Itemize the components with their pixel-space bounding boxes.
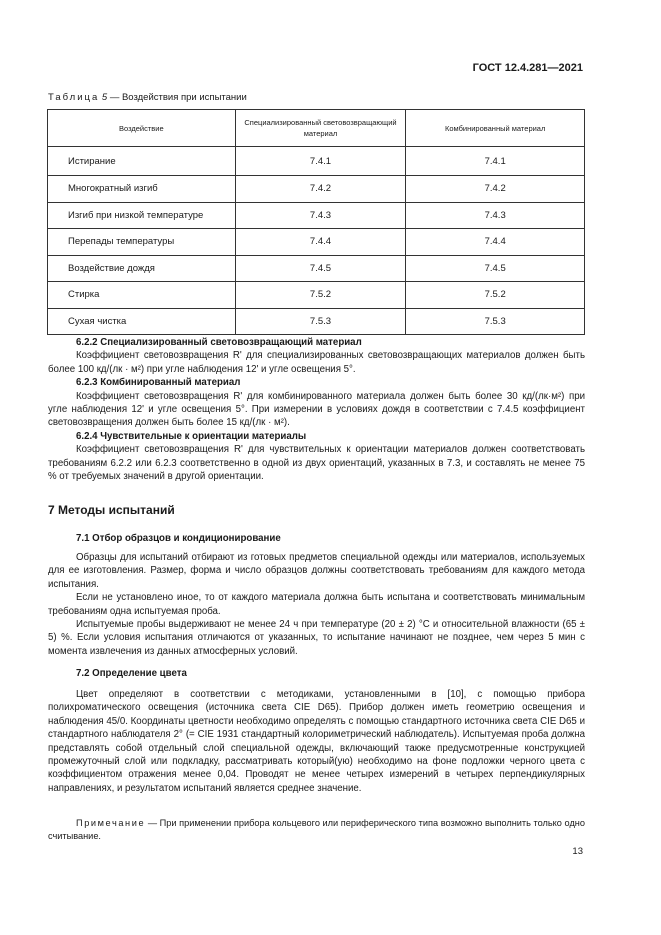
table-cell: 7.4.2 bbox=[235, 176, 406, 203]
heading-6-2-2: 6.2.2 Специализированный световозвращающий материал bbox=[76, 337, 362, 348]
paragraph-6-2-2: Коэффициент световозвращения R' для специализированных световозвращающих материалов должен быть более 100 кд/(лк · м²) при угле наблюдения 12' и угле освещения 5°. bbox=[48, 350, 585, 375]
document-code: ГОСТ 12.4.281—2021 bbox=[472, 62, 583, 74]
table-row bbox=[48, 308, 585, 335]
page-number: 13 bbox=[572, 846, 583, 857]
paragraph-7-1-2: Если не установлено иное, то от каждого материала должна быть испытана и соответствовать минимальным требованиям одна испытуемая проба. bbox=[48, 592, 585, 617]
table-cell: 7.5.2 bbox=[235, 282, 406, 309]
table-cell: 7.4.4 bbox=[406, 229, 585, 256]
paragraph-7-1-3: Испытуемые пробы выдерживают не менее 24 ч при температуре (20 ± 2) °С и относительной влажности (65 ± 5) %. Если условия испытания отличаются от указанных, то испытание начинают не позднее, чем через 5 мин с момента извлечения из данных атмосферных условий. bbox=[48, 619, 585, 657]
table-cell: 7.4.3 bbox=[406, 202, 585, 229]
paragraph-7-1-1: Образцы для испытаний отбирают из готовых предметов специальной одежды или материалов, используемых для ее изготовления. Размер, форма и число образцов должны соответствовать требованиям для каждого метода испытания. bbox=[48, 552, 585, 590]
section-7-heading: 7 Методы испытаний bbox=[48, 503, 175, 517]
table-header-cell: Комбинированный материал bbox=[406, 110, 585, 147]
table-row bbox=[48, 282, 585, 309]
table-row bbox=[48, 255, 585, 282]
table-row bbox=[48, 147, 585, 176]
section-7-1-heading: 7.1 Отбор образцов и кондиционирование bbox=[76, 533, 281, 544]
table-caption-number: 5 bbox=[101, 92, 108, 103]
table-cell: Стирка bbox=[48, 282, 236, 309]
table-cell: Сухая чистка bbox=[48, 308, 236, 335]
section-7-2-heading: 7.2 Определение цвета bbox=[76, 668, 187, 679]
table-row bbox=[48, 176, 585, 203]
table-cell: 7.5.3 bbox=[235, 308, 406, 335]
note-label: Примечание bbox=[76, 818, 146, 828]
table-cell: 7.5.3 bbox=[406, 308, 585, 335]
heading-6-2-4: 6.2.4 Чувствительные к ориентации материалы bbox=[76, 430, 307, 442]
paragraph-7-2-1: Цвет определяют в соответствии с методиками, установленными в [10], с помощью прибора полихроматического освещения (источника света CIE D65). Прибор должен иметь геометрию освещения и наблюдения 45/0. Координаты цветности необходимо определять с помощью стандартного источника света CIE D65 и стандартного наблюдателя 2° (= CIE 1931 стандартный колориметрический наблюдатель). Испытуемая проба должна представлять собой отдельный слой специальной одежды, включающий также предусмотренные конструкцией промежуточный слой или подкладку, рассматривать который(ую) необходимо на фоне подложки черного цвета с коэффициентом отражения менее 0,04. Проводят не менее четырех измерений в четырех перпендикулярных направлениях, и результатом испытаний является среднее значение. bbox=[48, 689, 585, 794]
table-cell: 7.5.2 bbox=[406, 282, 585, 309]
table-cell: Многократный изгиб bbox=[48, 176, 236, 203]
table-row bbox=[48, 229, 585, 256]
table-cell: 7.4.2 bbox=[406, 176, 585, 203]
heading-6-2-3: 6.2.3 Комбинированный материал bbox=[76, 377, 241, 389]
table-cell: Воздействие дождя bbox=[48, 255, 236, 282]
table-cell: 7.4.5 bbox=[406, 255, 585, 282]
note-text: — При применении прибора кольцевого или периферического типа возможно выполнить только одно считывание. bbox=[48, 818, 585, 841]
table-cell: 7.4.3 bbox=[235, 202, 406, 229]
table-cell: Изгиб при низкой температуре bbox=[48, 202, 236, 229]
table-cell: 7.4.5 bbox=[235, 255, 406, 282]
table-cell: 7.4.4 bbox=[235, 229, 406, 256]
table-caption bbox=[48, 92, 247, 103]
paragraph-6-2-4: Коэффициент световозвращения R' для чувствительных к ориентации материалов должен соответствовать требованиям 6.2.2 или 6.2.3 соответственно в одной из двух ориентаций, указанных в 7.3, и составлять не менее 75 % от требуемых значений в другой ориентации. bbox=[48, 444, 585, 483]
table-cell: 7.4.1 bbox=[235, 147, 406, 176]
table-header-cell: Специализированный световозвращающий материал bbox=[235, 110, 406, 147]
paragraph-6-2-3: Коэффициент световозвращения R' для комбинированного материала должен быть более 30 кд/(лк·м²) при угле наблюдения 12' и угле освещения 5°. При измерении в условиях дождя в соответствии с 7.4.5 коэффициент световозвращения должен быть более 15 кд/(лк · м²). bbox=[48, 390, 585, 429]
table-cell: Перепады температуры bbox=[48, 229, 236, 256]
note bbox=[48, 817, 585, 843]
section-6-2 bbox=[48, 336, 585, 483]
table-caption-word: Таблица bbox=[48, 92, 100, 103]
table-row bbox=[48, 202, 585, 229]
table-cell: 7.4.1 bbox=[406, 147, 585, 176]
table-header-row bbox=[48, 110, 585, 147]
table-header-cell: Воздействие bbox=[48, 110, 236, 147]
table-cell: Истирание bbox=[48, 147, 236, 176]
section-7-2-body bbox=[48, 688, 585, 795]
effects-table bbox=[47, 109, 585, 335]
section-7-1-body bbox=[48, 551, 585, 658]
table-caption-text: — Воздействия при испытании bbox=[109, 92, 247, 103]
